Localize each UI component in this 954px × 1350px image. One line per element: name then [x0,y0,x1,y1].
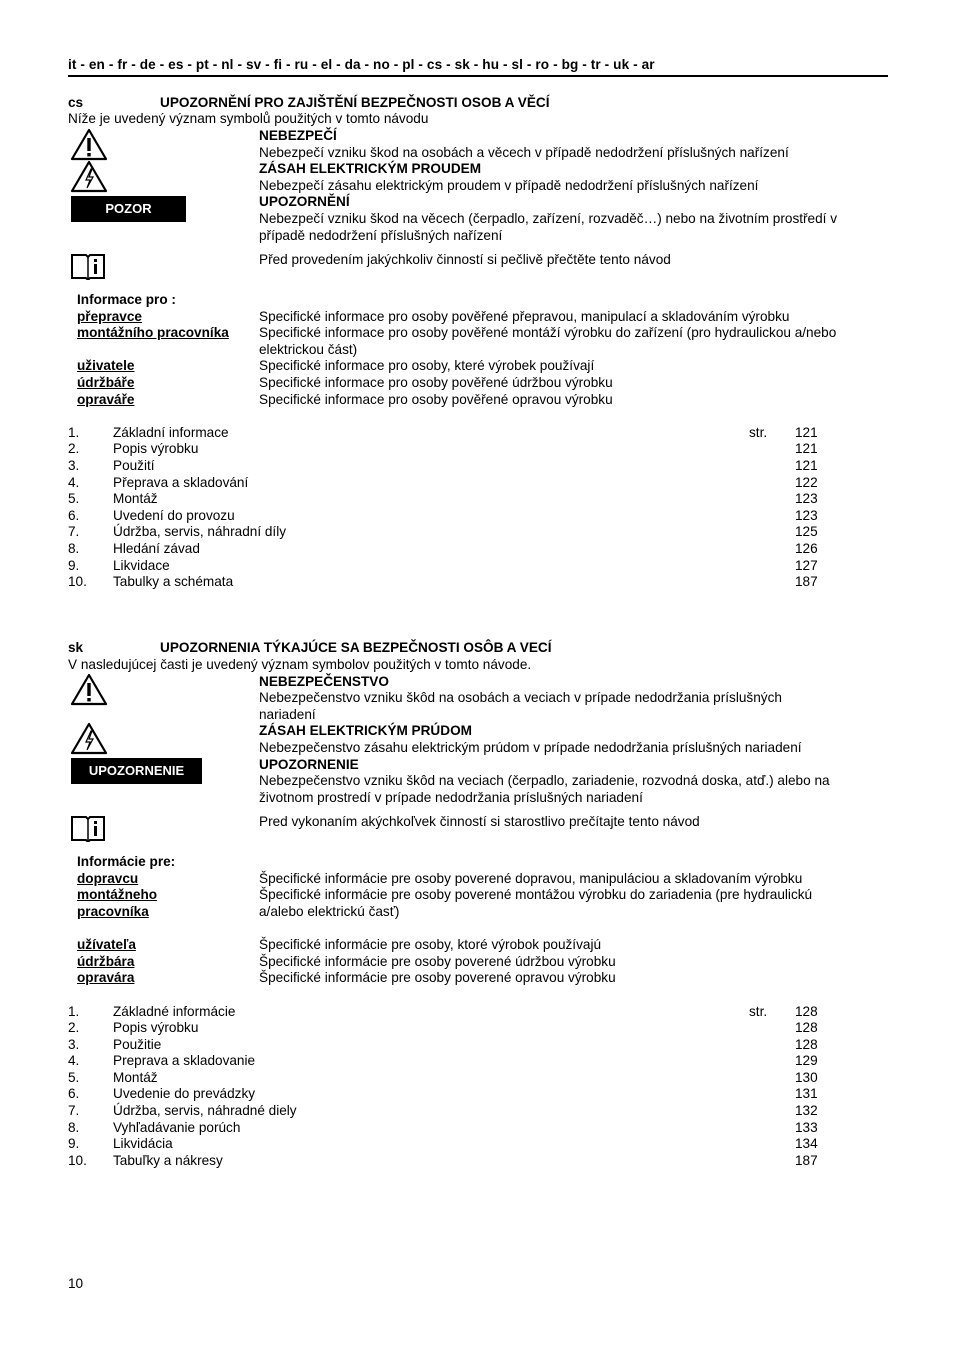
toc-number: 6. [68,1086,80,1101]
toc-row [68,458,828,475]
electric-shock-icon [70,722,108,755]
toc-page: 126 [795,541,818,556]
toc-number: 5. [68,491,80,506]
toc-row [68,1086,828,1103]
toc-page: 123 [795,491,818,506]
toc-row [68,574,828,591]
toc-row [68,1136,828,1153]
cs-role-label: opraváře [77,392,135,407]
language-list: it - en - fr - de - es - pt - nl - sv - fi - ru - el - da - no - pl - cs - sk - hu - sl - ro - bg - tr - uk - ar [68,57,655,72]
toc-number: 10. [68,1153,87,1168]
sk-warn-text: Nebezpečenstvo vzniku škôd na veciach (čerpadlo, zariadenie, rozvodná doska, atď.) alebo na [259,773,830,788]
sk-read-text: Pred vykonaním akýchkoľvek činností si starostlivo prečítajte tento návod [259,814,700,829]
toc-title: Montáž [113,491,158,506]
sk-role-label-cont: pracovníka [77,904,149,919]
toc-page: 128 [795,1020,818,1035]
cs-role-text-cont: elektrickou část) [259,342,358,357]
toc-page: 127 [795,558,818,573]
danger-warning-icon [70,673,108,706]
cs-shock-title: ZÁSAH ELEKTRICKÝM PROUDEM [259,161,482,176]
sk-danger-text: Nebezpečenstvo vzniku škôd na osobách a veciach v prípade nedodržania príslušných [259,690,782,705]
sk-role-label: opravára [77,970,135,985]
toc-title: Uvedenie do prevádzky [113,1086,256,1101]
toc-number: 9. [68,558,80,573]
cs-intro: Níže je uvedený význam symbolů použitých v tomto návodu [68,111,429,126]
toc-title: Preprava a skladovanie [113,1053,256,1068]
toc-page: 125 [795,524,818,539]
toc-row [68,1004,828,1021]
toc-number: 3. [68,458,80,473]
toc-number: 10. [68,574,87,589]
toc-row [68,1020,828,1037]
cs-role-label: uživatele [77,358,135,373]
toc-number: 1. [68,1004,80,1019]
toc-title: Přeprava a skladování [113,475,249,490]
sk-caution-badge: UPOZORNENIE [71,758,202,784]
sk-code: sk [68,640,84,655]
sk-danger-text-cont: nariadení [259,707,316,722]
cs-role-text: Specifické informace pro osoby pověřené montáží výrobku do zařízení (pro hydraulickou a/nebo [259,325,837,340]
toc-row [68,508,828,525]
toc-title: Montáž [113,1070,158,1085]
toc-title: Použití [113,458,155,473]
sk-role-text: Špecifické informácie pre osoby poverené dopravou, manipuláciou a skladovaním výrobku [259,871,803,886]
toc-str-label: str. [749,1004,768,1019]
danger-warning-icon [70,128,108,161]
toc-title: Likvidace [113,558,170,573]
toc-page: 129 [795,1053,818,1068]
toc-row [68,1120,828,1137]
toc-title: Údržba, servis, náhradné diely [113,1103,297,1118]
toc-title: Hledání závad [113,541,200,556]
toc-page: 121 [795,425,818,440]
sk-role-text: Špecifické informácie pre osoby, ktoré výrobok používajú [259,937,602,952]
toc-number: 5. [68,1070,80,1085]
toc-row [68,1037,828,1054]
toc-page: 123 [795,508,818,523]
toc-number: 4. [68,1053,80,1068]
cs-code: cs [68,95,84,110]
toc-title: Uvedení do provozu [113,508,235,523]
sk-danger-title: NEBEZPEČENSTVO [259,674,389,689]
sk-role-label: dopravcu [77,871,139,886]
toc-page: 128 [795,1037,818,1052]
sk-role-text-cont: a/alebo elektrickú časť) [259,904,400,919]
cs-role-text: Specifické informace pro osoby pověřené opravou výrobku [259,392,613,407]
sk-warn-title: UPOZORNENIE [259,757,359,772]
toc-number: 7. [68,1103,80,1118]
sk-role-label: užívateľa [77,937,136,952]
cs-caution-badge: POZOR [71,196,186,222]
toc-title: Tabuľky a nákresy [113,1153,223,1168]
cs-read-text: Před provedením jakýchkoliv činností si pečlivě přečtěte tento návod [259,252,671,267]
cs-shock-text: Nebezpečí zásahu elektrickým proudem v případě nedodržení příslušných nařízení [259,178,759,193]
toc-page: 121 [795,441,818,456]
toc-row [68,558,828,575]
toc-number: 3. [68,1037,80,1052]
toc-row [68,441,828,458]
sk-role-text: Špecifické informácie pre osoby poverené montážou výrobku do zariadenia (pre hydraulickú [259,887,813,902]
toc-number: 4. [68,475,80,490]
toc-number: 8. [68,541,80,556]
toc-number: 1. [68,425,80,440]
cs-role-label: přepravce [77,309,142,324]
toc-title: Vyhľadávanie porúch [113,1120,241,1135]
toc-page: 132 [795,1103,818,1118]
toc-number: 2. [68,1020,80,1035]
toc-page: 128 [795,1004,818,1019]
toc-title: Popis výrobku [113,1020,199,1035]
cs-warn-text-cont: případě nedodržení příslušných nařízení [259,228,503,243]
sk-info-heading: Informácie pre: [77,854,176,869]
toc-title: Použitie [113,1037,162,1052]
toc-title: Základní informace [113,425,229,440]
cs-role-label: údržbáře [77,375,135,390]
toc-str-label: str. [749,425,768,440]
header-divider [68,75,888,77]
electric-shock-icon [70,160,108,193]
read-manual-icon [70,253,106,280]
read-manual-icon [70,815,106,842]
toc-row [68,491,828,508]
cs-role-text: Specifické informace pro osoby pověřené přepravou, manipulací a skladováním výrobku [259,309,790,324]
toc-page: 187 [795,1153,818,1168]
cs-info-heading: Informace pro : [77,292,176,307]
toc-row [68,524,828,541]
sk-title: UPOZORNENIA TÝKAJÚCE SA BEZPEČNOSTI OSÔB A VECÍ [160,640,552,655]
sk-shock-title: ZÁSAH ELEKTRICKÝM PRÚDOM [259,723,472,738]
toc-number: 7. [68,524,80,539]
toc-number: 6. [68,508,80,523]
toc-page: 134 [795,1136,818,1151]
toc-title: Popis výrobku [113,441,199,456]
toc-row [68,1153,828,1170]
toc-number: 8. [68,1120,80,1135]
toc-row [68,1103,828,1120]
sk-shock-text: Nebezpečenstvo zásahu elektrickým prúdom v prípade nedodržania príslušných nariadení [259,740,802,755]
toc-row [68,541,828,558]
toc-page: 130 [795,1070,818,1085]
cs-title: UPOZORNĚNÍ PRO ZAJIŠTĚNÍ BEZPEČNOSTI OSOB A VĚCÍ [160,95,550,110]
toc-title: Likvidácia [113,1136,173,1151]
cs-danger-title: NEBEZPEČÍ [259,128,337,143]
toc-page: 187 [795,574,818,589]
toc-title: Základné informácie [113,1004,236,1019]
cs-role-label: montážního pracovníka [77,325,229,340]
toc-page: 121 [795,458,818,473]
cs-role-text: Specifické informace pro osoby pověřené údržbou výrobku [259,375,613,390]
page-number: 10 [68,1276,84,1291]
toc-row [68,1053,828,1070]
sk-role-text: Špecifické informácie pre osoby poverené údržbou výrobku [259,954,616,969]
toc-row [68,425,828,442]
sk-role-label: montážneho [77,887,158,902]
sk-role-text: Špecifické informácie pre osoby poverené opravou výrobku [259,970,616,985]
toc-number: 9. [68,1136,80,1151]
toc-title: Tabulky a schémata [113,574,234,589]
toc-row [68,1070,828,1087]
toc-page: 133 [795,1120,818,1135]
sk-warn-text-cont: životnom prostredí v prípade nedodržania príslušných nariadení [259,790,643,805]
cs-warn-text: Nebezpečí vzniku škod na věcech (čerpadlo, zařízení, rozvaděč…) nebo na životním prostředí v [259,211,838,226]
toc-number: 2. [68,441,80,456]
cs-danger-text: Nebezpečí vzniku škod na osobách a věcech v případě nedodržení příslušných nařízení [259,145,789,160]
toc-page: 131 [795,1086,818,1101]
sk-role-label: údržbára [77,954,135,969]
cs-role-text: Specifické informace pro osoby, které výrobek používají [259,358,595,373]
cs-warn-title: UPOZORNĚNÍ [259,194,350,209]
toc-page: 122 [795,475,818,490]
toc-title: Údržba, servis, náhradní díly [113,524,287,539]
sk-intro: V nasledujúcej časti je uvedený význam symbolov použitých v tomto návode. [68,657,532,672]
toc-row [68,475,828,492]
